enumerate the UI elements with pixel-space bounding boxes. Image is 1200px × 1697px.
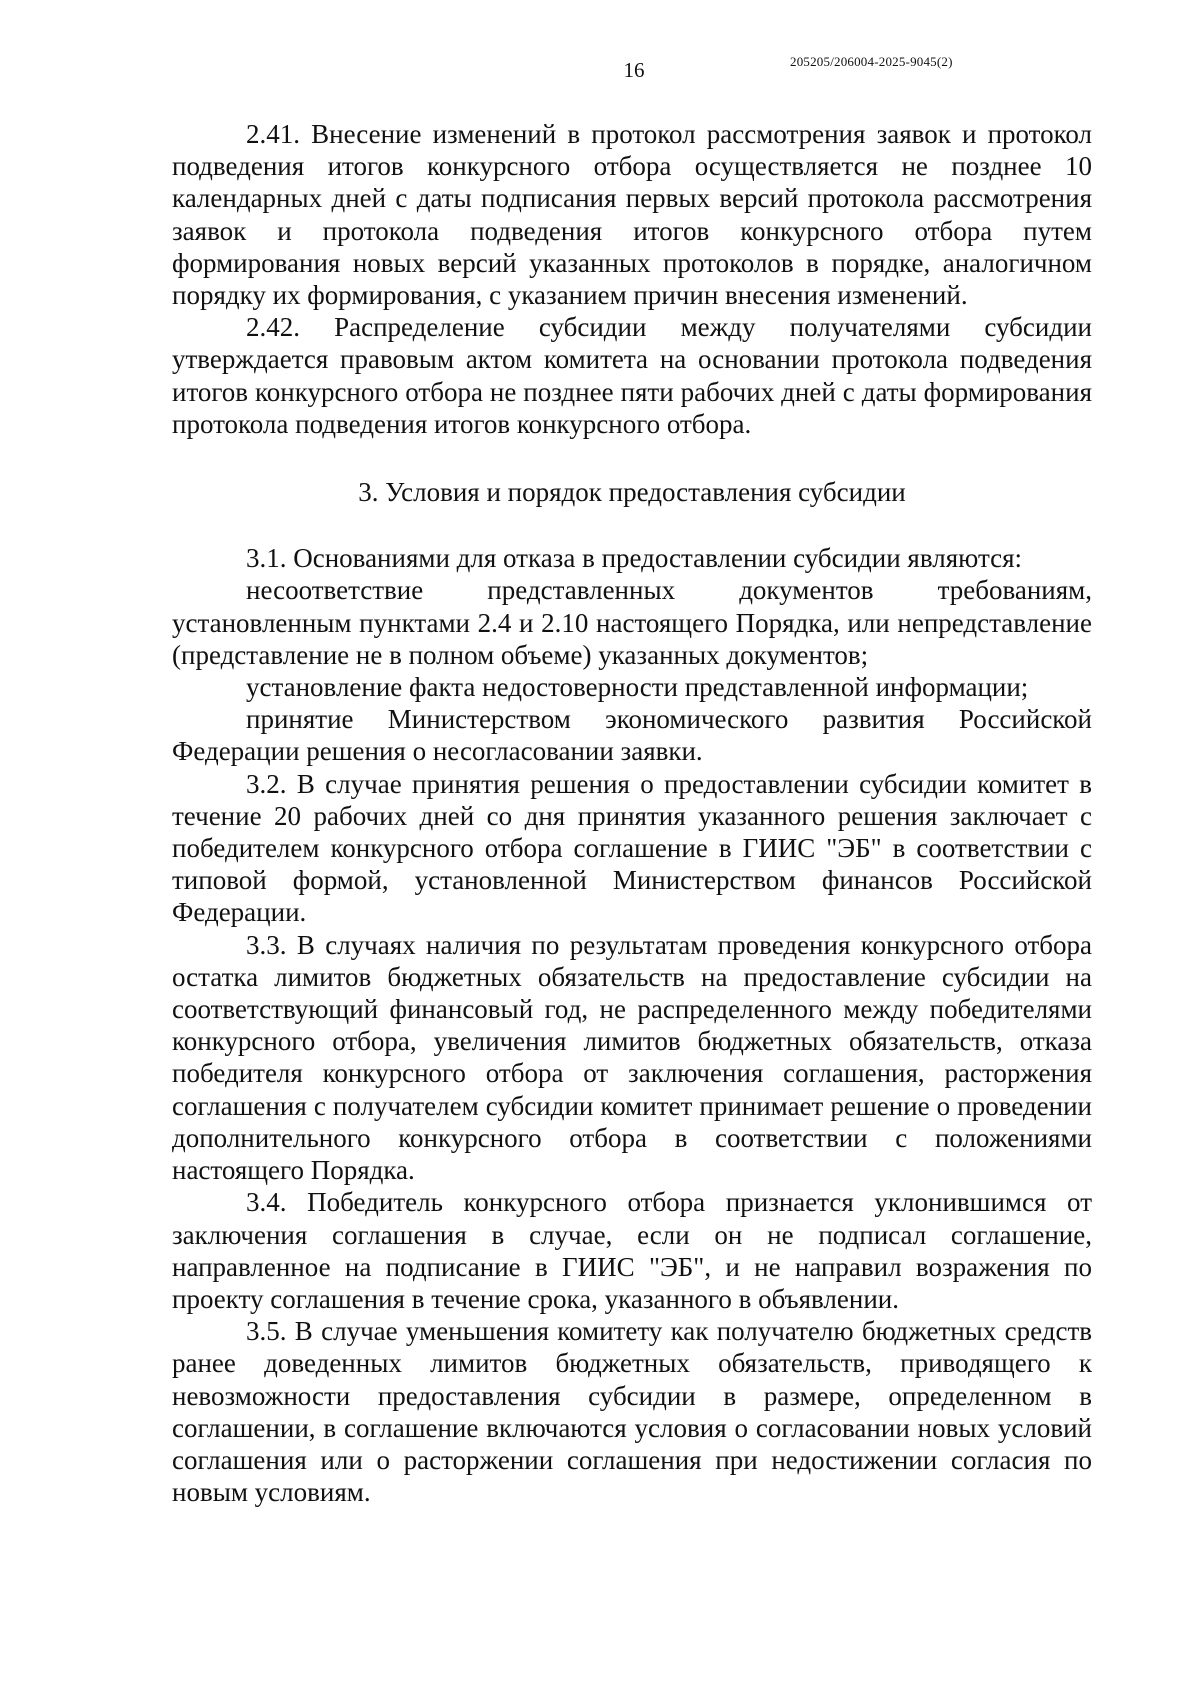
paragraph-2-42: 2.42. Распределение субсидии между получателями субсидии утверждается правовым актом комитета на основании протокола подведения итогов конкурсного отбора не позднее пяти рабочих дней с даты формирования протокола подведения итогов конкурсного отбора. — [172, 312, 1092, 439]
page-number: 16 — [623, 58, 645, 82]
document-code: 205205/206004-2025-9045(2) — [790, 54, 953, 69]
paragraph-3-3: 3.3. В случаях наличия по результатам проведения конкурсного отбора остатка лимитов бюджетных обязательств на предоставление субсидии на соответствующий финансовый год, не распределенного между победителями конкурсного отбора, увеличения лимитов бюджетных обязательств, отказа победителя конкурсного отбора от заключения соглашения, расторжения соглашения с получателем субсидии комитет принимает решение о проведении дополнительного конкурсного отбора в соответствии с положениями настоящего Порядка. — [172, 929, 1092, 1186]
paragraph-3-2: 3.2. В случае принятия решения о предоставлении субсидии комитет в течение 20 рабочих дней со дня принятия указанного решения заключает с победителем конкурсного отбора соглашение в ГИИС "ЭБ" в соответствии с типовой формой, установленной Министерством финансов Российской Федерации. — [172, 768, 1092, 928]
paragraph-3-4: 3.4. Победитель конкурсного отбора признается уклонившимся от заключения соглашения в случае, если он не подписал соглашение, направленное на подписание в ГИИС "ЭБ", и не направил возражения по проекту соглашения в течение срока, указанного в объявлении. — [172, 1187, 1092, 1314]
paragraph-3-1: 3.1. Основаниями для отказа в предоставлении субсидии являются: — [246, 543, 1022, 574]
paragraph-3-1-item-2: установление факта недостоверности представленной информации; — [246, 672, 1029, 703]
document-body — [172, 118, 1092, 1508]
section-heading-3: 3. Условия и порядок предоставления субсидии — [358, 477, 906, 508]
paragraph-3-5: 3.5. В случае уменьшения комитету как получателю бюджетных средств ранее доведенных лимитов бюджетных обязательств, приводящего к невозможности предоставления субсидии в размере, определенном в соглашении, в соглашение включаются условия о согласовании новых условий соглашения или о расторжении соглашения при недостижении согласия по новым условиям. — [172, 1316, 1092, 1508]
paragraph-3-1-item-1: несоответствие представленных документов требованиям, установленным пунктами 2.4 и 2.10 настоящего Порядка, или непредставление (представление не в полном объеме) указанных документов; — [172, 575, 1092, 670]
paragraph-3-1-item-3: принятие Министерством экономического развития Российской Федерации решения о несогласовании заявки. — [172, 704, 1092, 767]
paragraph-2-41: 2.41. Внесение изменений в протокол рассмотрения заявок и протокол подведения итогов конкурсного отбора осуществляется не позднее 10 календарных дней с даты подписания первых версий протокола рассмотрения заявок и протокола подведения итогов конкурсного отбора путем формирования новых версий указанных протоколов в порядке, аналогичном порядку их формирования, с указанием причин внесения изменений. — [172, 119, 1092, 311]
